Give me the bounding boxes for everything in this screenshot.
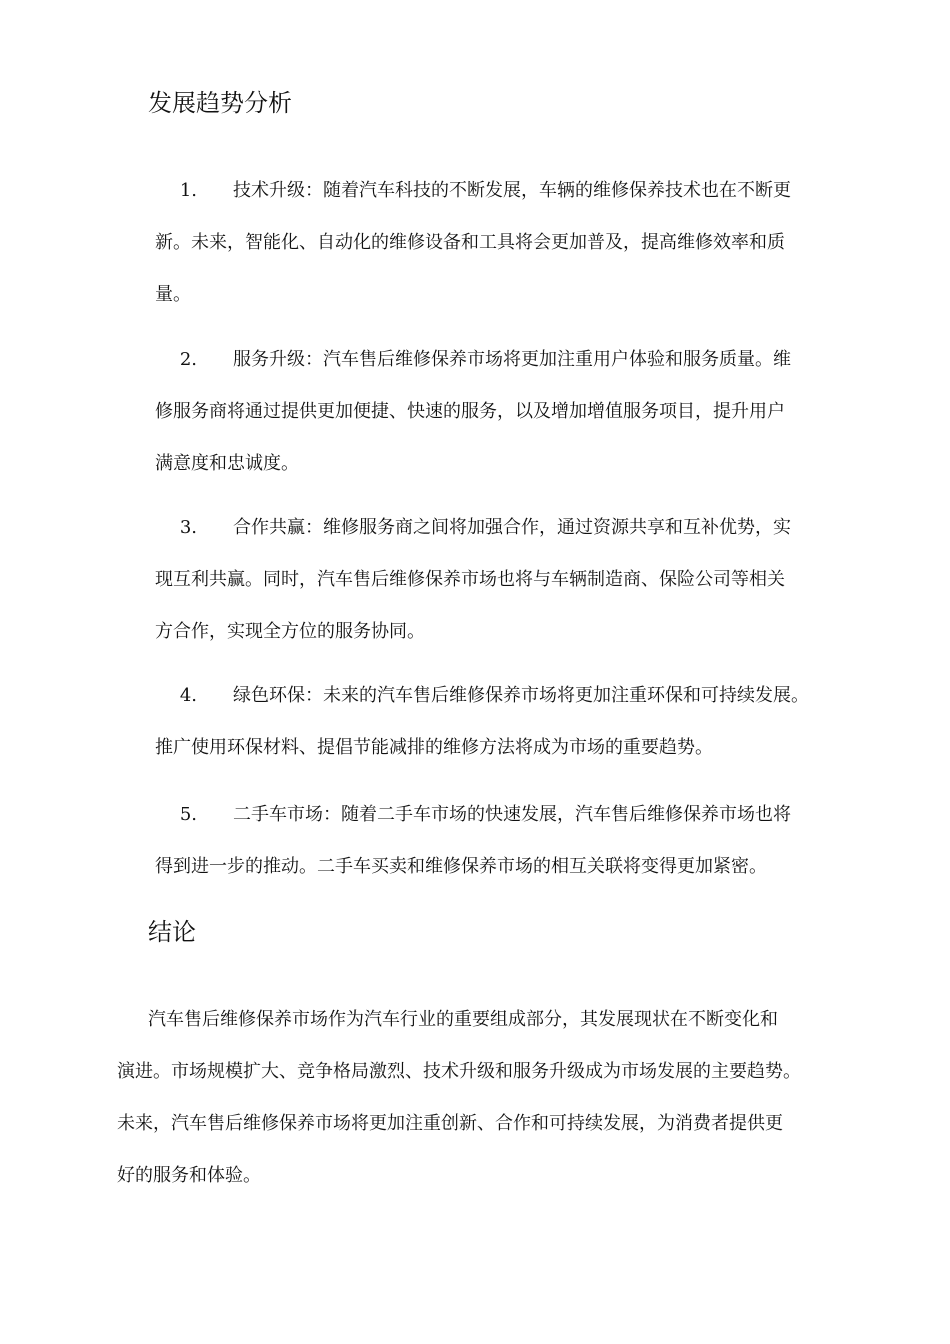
paragraph-line: 汽车售后维修保养市场作为汽车行业的重要组成部分，其发展现状在不断变化和	[148, 1009, 778, 1030]
paragraph-line: 演进。市场规模扩大、竞争格局激烈、技术升级和服务升级成为市场发展的主要趋势。	[117, 1061, 801, 1082]
list-item-first-line	[155, 502, 855, 554]
list-item-first-line	[155, 670, 855, 722]
list-item-number: 2.	[179, 349, 197, 370]
list-item-text: 合作共赢：维修服务商之间将加强合作，通过资源共享和互补优势，实	[233, 517, 791, 538]
list-item-first-line	[155, 789, 855, 841]
section-heading: 发展趋势分析	[148, 89, 292, 117]
paragraph-line: 未来，汽车售后维修保养市场将更加注重创新、合作和可持续发展，为消费者提供更	[117, 1113, 783, 1134]
list-item	[155, 789, 855, 893]
paragraph-line: 好的服务和体验。	[117, 1165, 261, 1186]
list-item-text: 二手车市场：随着二手车市场的快速发展，汽车售后维修保养市场也将	[233, 804, 791, 825]
list-item-number: 4.	[179, 685, 197, 706]
list-item-text: 新。未来，智能化、自动化的维修设备和工具将会更加普及，提高维修效率和质	[155, 232, 785, 253]
list-item-number: 5.	[179, 804, 197, 825]
list-item-text: 满意度和忠诚度。	[155, 453, 299, 474]
list-item-text: 技术升级：随着汽车科技的不断发展，车辆的维修保养技术也在不断更	[233, 180, 791, 201]
list-item-text: 服务升级：汽车售后维修保养市场将更加注重用户体验和服务质量。维	[233, 349, 791, 370]
list-item-number: 1.	[179, 180, 197, 201]
list-item-first-line	[155, 165, 855, 217]
conclusion-paragraph	[117, 994, 877, 1202]
list-item-text: 量。	[155, 284, 191, 305]
list-item	[155, 670, 855, 774]
list-item	[155, 165, 855, 321]
list-item-text: 绿色环保：未来的汽车售后维修保养市场将更加注重环保和可持续发展。	[233, 685, 809, 706]
list-item	[155, 502, 855, 658]
list-item-text: 方合作，实现全方位的服务协同。	[155, 621, 425, 642]
list-item-text: 现互利共赢。同时，汽车售后维修保养市场也将与车辆制造商、保险公司等相关	[155, 569, 785, 590]
list-item-number: 3.	[179, 517, 197, 538]
conclusion-heading: 结论	[148, 918, 196, 946]
list-item-text: 修服务商将通过提供更加便捷、快速的服务，以及增加增值服务项目，提升用户	[155, 401, 785, 422]
list-item	[155, 334, 855, 490]
list-item-first-line	[155, 334, 855, 386]
list-item-text: 得到进一步的推动。二手车买卖和维修保养市场的相互关联将变得更加紧密。	[155, 856, 767, 877]
list-item-text: 推广使用环保材料、提倡节能减排的维修方法将成为市场的重要趋势。	[155, 737, 713, 758]
